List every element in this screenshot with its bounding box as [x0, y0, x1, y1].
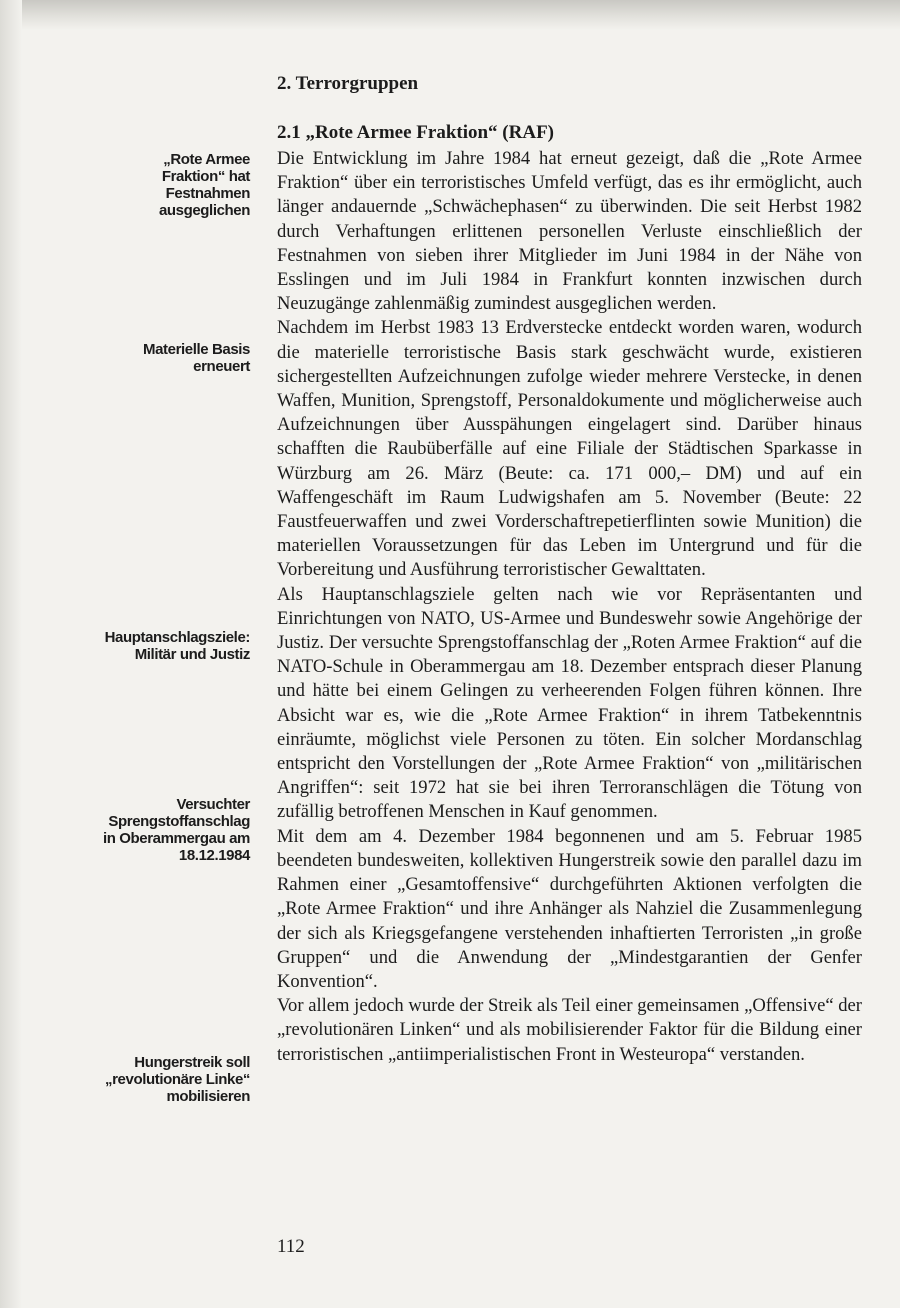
- paragraph-anschlagsziele: Als Hauptanschlagsziele gelten nach wie vor Repräsentanten und Einrichtungen von NATO, US-Armee und Bundeswehr sowie Angehörige der Justiz. Der versuchte Sprengstoffanschlag der „Roten Armee Fraktion“ auf die NATO-Schule in Oberammergau am 18. Dezember entsprach dieser Planung und hätte bei einem Gelingen zu verheerenden Folgen führen können. Ihre Absicht war es, wie die „Rote Armee Fraktion“ in ihrem Tatbekenntnis einräumte, möglichst viele Personen zu töten. Ein solcher Mordanschlag entspricht den Vorstellungen der „Rote Armee Fraktion“ von „militärischen Angriffen“: seit 1972 hat sie bei ihren Terroranschlägen die Tötung von zufällig betroffenen Menschen in Kauf genommen.: [277, 583, 862, 823]
- body-text: [277, 147, 862, 1067]
- paragraph-offensive: Vor allem jedoch wurde der Streik als Teil einer gemeinsamen „Offensive“ der „revolutionären Linken“ und als mobilisierender Faktor für die Bildung einer terroristischen „antiimperialistischen Front in Westeuropa“ verstanden.: [277, 995, 862, 1065]
- paragraph-materielle-basis: Nachdem im Herbst 1983 13 Erdverstecke entdeckt worden waren, wodurch die materielle terroristische Basis stark geschwächt wurde, existieren sichergestellten Aufzeichnungen zufolge wieder mehrere Verstecke, in denen Waffen, Munition, Sprengstoff, Personaldokumente und möglicherweise auch Aufzeichnungen über Ausspähungen eingelagert sind. Darüber hinaus schafften die Raubüberfälle auf eine Filiale der Städtischen Sparkasse in Würzburg am 26. März (Beute: ca. 171 000,– DM) und auf ein Waffengeschäft im Raum Ludwigshafen am 5. November (Beute: 22 Faustfeuerwaffen und zwei Vorderschaftrepetierflinten sowie Munition) die materiellen Voraussetzungen für das Leben im Untergrund und für die Vorbereitung und Ausführung terroristischer Gewalttaten.: [277, 317, 862, 581]
- margin-note-materielle-basis: Materielle Basis erneuert: [143, 341, 250, 375]
- paragraph-umfeld: Die Entwicklung im Jahre 1984 hat erneut gezeigt, daß die „Rote Armee Fraktion“ über ein terroristisches Umfeld verfügt, das es ihr ermöglicht, auch länger andauernde „Schwächephasen“ zu überwinden. Die seit Herbst 1982 durch Verhaftungen erlittenen personellen Verluste einschließlich der Festnahmen von sieben ihrer Mitglieder im Juni 1984 in der Nähe von Esslingen und im Juli 1984 in Frankfurt konnten inzwischen durch Neuzugänge zahlenmäßig zumindest ausgeglichen werden.: [277, 148, 862, 315]
- scan-left-edge: [0, 0, 22, 1308]
- margin-note-hungerstreik: Hungerstreik soll „revolutionäre Linke“ mobilisieren: [105, 1054, 250, 1105]
- section-title: 2. Terrorgruppen: [277, 73, 419, 94]
- subsection-title: 2.1 „Rote Armee Fraktion“ (RAF): [277, 122, 555, 143]
- page-number: 112: [277, 1236, 305, 1257]
- scan-top-edge: [0, 0, 900, 30]
- paragraph-hungerstreik: Mit dem am 4. Dezember 1984 begonnenen und am 5. Februar 1985 beendeten bundesweiten, kollektiven Hungerstreik sowie den parallel dazu im Rahmen einer „Gesamtoffensive“ durchgeführten Aktionen verfolgten die „Rote Armee Fraktion“ und ihre Anhänger als Nahziel die Zusammenlegung der sich als Kriegsgefangene verstehenden inhaftierten Terroristen „in große Gruppen“ und die Anwendung der „Mindestgarantien der Genfer Konvention“.: [277, 825, 862, 992]
- margin-note-festnahmen: „Rote Armee Fraktion“ hat Festnahmen ausgeglichen: [158, 151, 250, 219]
- margin-note-sprengstoffanschlag: Versuchter Sprengstoffanschlag in Oberammergau am 18.12.1984: [102, 796, 250, 864]
- margin-note-hauptanschlagsziele: Hauptanschlagsziele: Militär und Justiz: [104, 629, 250, 663]
